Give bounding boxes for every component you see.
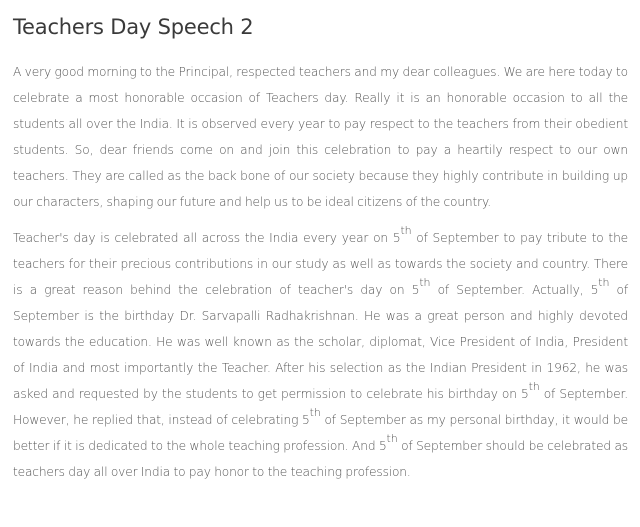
ordinal-suffix: th (309, 405, 321, 419)
page-title: Teachers Day Speech 2 (13, 15, 254, 39)
ordinal-suffix: th (598, 275, 610, 289)
ordinal-suffix: th (528, 379, 540, 393)
paragraph-text: of September is the birthday Dr. Sarvapalli Radhakrishnan. He was a great person and highly devoted towards the education. He was well known as the scholar, diplomat, Vice President of India, President of India and most importantly the Teacher. After his selection as the Indian President in 1962, he was asked and requested by the students to get permission to celebrate his birthday on 5 (13, 283, 628, 401)
paragraph-text: of September. Actually, 5 (430, 283, 599, 297)
paragraph-text: of September as my personal birthday, it would be better if it is dedicated to the whole teaching profession. And 5 (13, 413, 628, 453)
paragraph-text: of September to pay tribute to the teachers for their precious contributions in our study as well as towards the society and country. There is a great reason behind the celebration of teacher's day on 5 (13, 231, 628, 297)
ordinal-suffix: th (400, 223, 412, 237)
paragraph-text: Teacher's day is celebrated all across the India every year on 5 (13, 231, 401, 245)
ordinal-suffix: th (419, 275, 431, 289)
paragraph-intro: A very good morning to the Principal, respected teachers and my dear colleagues. We are here today to celebrate a most honorable occasion of Teachers day. Really it is an honorable occasion to all the students all over the India. It is observed every year to pay respect to the teachers from their obedient students. So, dear friends come on and join this celebration to pay a heartily respect to our own teachers. They are called as the back bone of our society because they highly contribute in building up our characters, shaping our future and help us to be ideal citizens of the country. (13, 65, 628, 209)
paragraph-text: of September. However, he replied that, instead of celebrating 5 (13, 387, 628, 427)
paragraph-text: of September should be celebrated as teachers day all over India to pay honor to the teaching profession. (13, 439, 628, 479)
ordinal-suffix: th (386, 431, 398, 445)
paragraph-history (13, 225, 628, 485)
